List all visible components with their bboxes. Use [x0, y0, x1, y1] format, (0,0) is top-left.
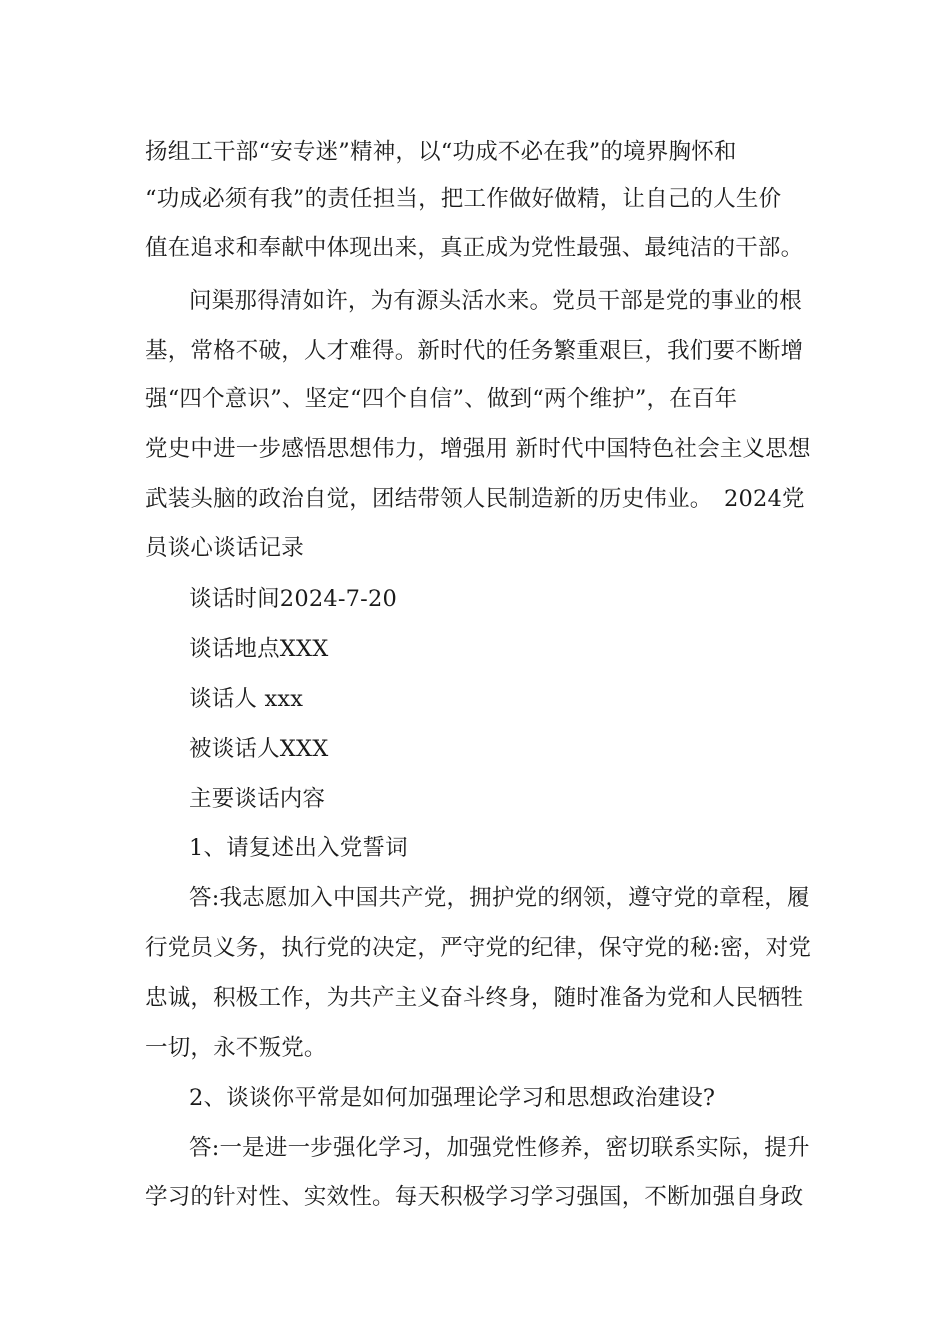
- text-line: “功成必须有我”的责任担当，把工作做好做精，让自己的人生价: [145, 186, 782, 212]
- text-line: 1、请复述出入党誓词: [189, 835, 408, 861]
- text-line: 员谈心谈话记录: [145, 535, 304, 561]
- text-line: 扬组工干部“安专迷”精神，以“功成不必在我”的境界胸怀和: [145, 139, 737, 165]
- text-line: 谈话时间2024-7-20: [189, 586, 398, 612]
- text-line: 学习的针对性、实效性。每天积极学习学习强国，不断加强自身政: [145, 1184, 804, 1210]
- text-line: 谈话地点XXX: [189, 636, 329, 662]
- text-line: 被谈话人XXX: [189, 736, 329, 762]
- text-line: 行党员义务，执行党的决定，严守党的纪律，保守党的秘:密，对党: [145, 935, 812, 961]
- text-line: 忠诚，积极工作，为共产主义奋斗终身，随时准备为党和人民牺牲: [145, 985, 804, 1011]
- text-line: 值在追求和奉献中体现出来，真正成为党性最强、最纯洁的干部。: [145, 235, 804, 261]
- text-line: 武装头脑的政治自觉，团结带领人民制造新的历史伟业。 2024党: [145, 486, 805, 512]
- text-line: 基，常格不破，人才难得。新时代的任务繁重艰巨，我们要不断增: [145, 338, 804, 364]
- text-line: 答:我志愿加入中国共产党，拥护党的纲领，遵守党的章程，履: [189, 885, 810, 911]
- text-line: 问渠那得清如许，为有源头活水来。党员干部是党的事业的根: [189, 288, 802, 314]
- text-line: 谈话人 xxx: [189, 686, 304, 712]
- text-line: 党史中进一步感悟思想伟力，增强用 新时代中国特色社会主义思想: [145, 436, 811, 462]
- text-line: 2、谈谈你平常是如何加强理论学习和思想政治建设?: [189, 1085, 716, 1111]
- text-line: 答:一是进一步强化学习，加强党性修养，密切联系实际，提升: [189, 1135, 810, 1161]
- text-line: 强“四个意识”、坚定“四个自信”、做到“两个维护”，在百年: [145, 386, 738, 412]
- text-line: 一切，永不叛党。: [145, 1035, 327, 1061]
- text-line: 主要谈话内容: [189, 786, 326, 812]
